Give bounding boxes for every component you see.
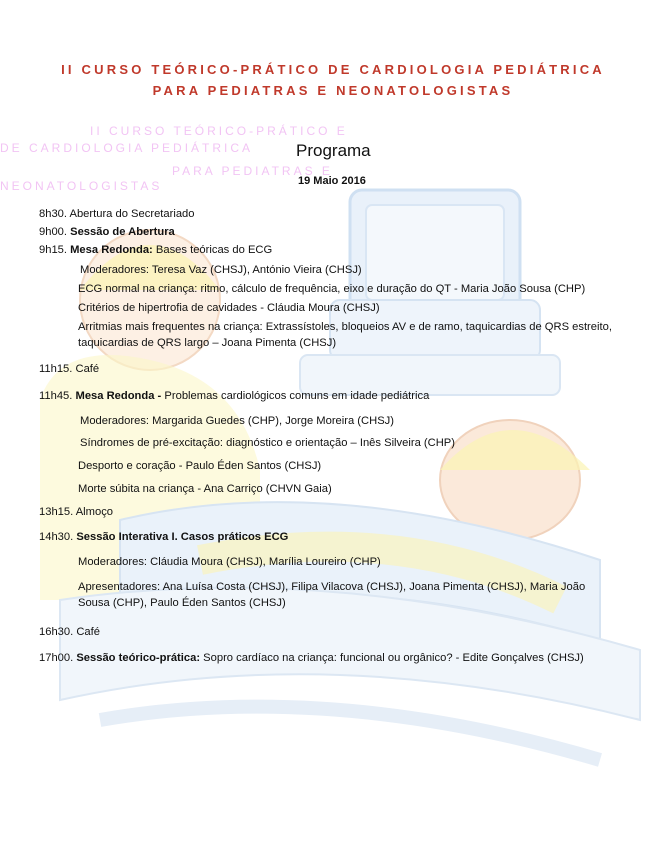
watermark-ghost-title-4: NEONATOLOGISTAS: [0, 179, 163, 193]
talk-hipertrofia: Critérios de hipertrofia de cavidades - Cláudia Moura (CHSJ): [78, 302, 380, 314]
course-title-line-1: II CURSO TEÓRICO-PRÁTICO DE CARDIOLOGIA PEDIÁTRICA: [61, 62, 605, 77]
schedule-item-almoco: 13h15. Almoço: [39, 506, 114, 518]
watermark-ghost-title-1: II CURSO TEÓRICO-PRÁTICO E: [90, 124, 348, 138]
programa-heading: Programa: [296, 141, 371, 160]
schedule-item-sessao-interativa: 14h30. Sessão Interativa I. Casos práticos ECG: [39, 531, 289, 543]
moderators-mesa-2: Moderadores: Margarida Guedes (CHP), Jorge Moreira (CHSJ): [80, 415, 394, 427]
schedule-item-abertura: 9h00. Sessão de Abertura: [39, 226, 175, 238]
talk-arritmias: Arritmias mais frequentes na criança: Extrassístoles, bloqueios AV e de ramo, taquicardias de QRS estreito, taquicardias de QRS largo – Joana Pimenta (CHSJ): [78, 321, 612, 349]
talk-ecg-normal: ECG normal na criança: ritmo, cálculo de frequência, eixo e duração do QT - Maria João Sousa (CHP): [78, 283, 586, 295]
schedule-item-cafe-1: 11h15. Café: [39, 363, 100, 375]
course-title-line-2: PARA PEDIATRAS E NEONATOLOGISTAS: [152, 83, 514, 98]
event-date: 19 Maio 2016: [298, 175, 366, 187]
talk-pre-excitacao: Síndromes de pré-excitação: diagnóstico e orientação – Inês Silveira (CHP): [80, 437, 455, 449]
schedule-item-mesa-redonda-1: 9h15. Mesa Redonda: Bases teóricas do ECG: [39, 244, 273, 256]
moderators-sessao-interativa: Moderadores: Cláudia Moura (CHSJ), Marília Loureiro (CHP): [78, 556, 381, 568]
schedule-item-mesa-redonda-2: 11h45. Mesa Redonda - Problemas cardiológicos comuns em idade pediátrica: [39, 390, 430, 402]
watermark-ghost-title-3: PARA PEDIATRAS E: [172, 164, 333, 178]
presenters-sessao-interativa: Apresentadores: Ana Luísa Costa (CHSJ), Filipa Vilacova (CHSJ), Joana Pimenta (CHSJ), Maria João Sousa (CHP), Paulo Éden Santos (CHSJ): [78, 581, 586, 609]
schedule-item-sessao-teorico-pratica: 17h00. Sessão teórico-prática: Sopro cardíaco na criança: funcional ou orgânico? - Edite Gonçalves (CHSJ): [39, 652, 584, 664]
schedule-item-secretariado: 8h30. Abertura do Secretariado: [39, 208, 195, 220]
talk-desporto: Desporto e coração - Paulo Éden Santos (CHSJ): [78, 460, 322, 472]
moderators-mesa-1: Moderadores: Teresa Vaz (CHSJ), António Vieira (CHSJ): [80, 264, 362, 276]
talk-morte-subita: Morte súbita na criança - Ana Carriço (CHVN Gaia): [78, 483, 332, 495]
watermark-ghost-title-2: DE CARDIOLOGIA PEDIÁTRICA: [0, 141, 254, 155]
schedule-item-cafe-2: 16h30. Café: [39, 626, 100, 638]
